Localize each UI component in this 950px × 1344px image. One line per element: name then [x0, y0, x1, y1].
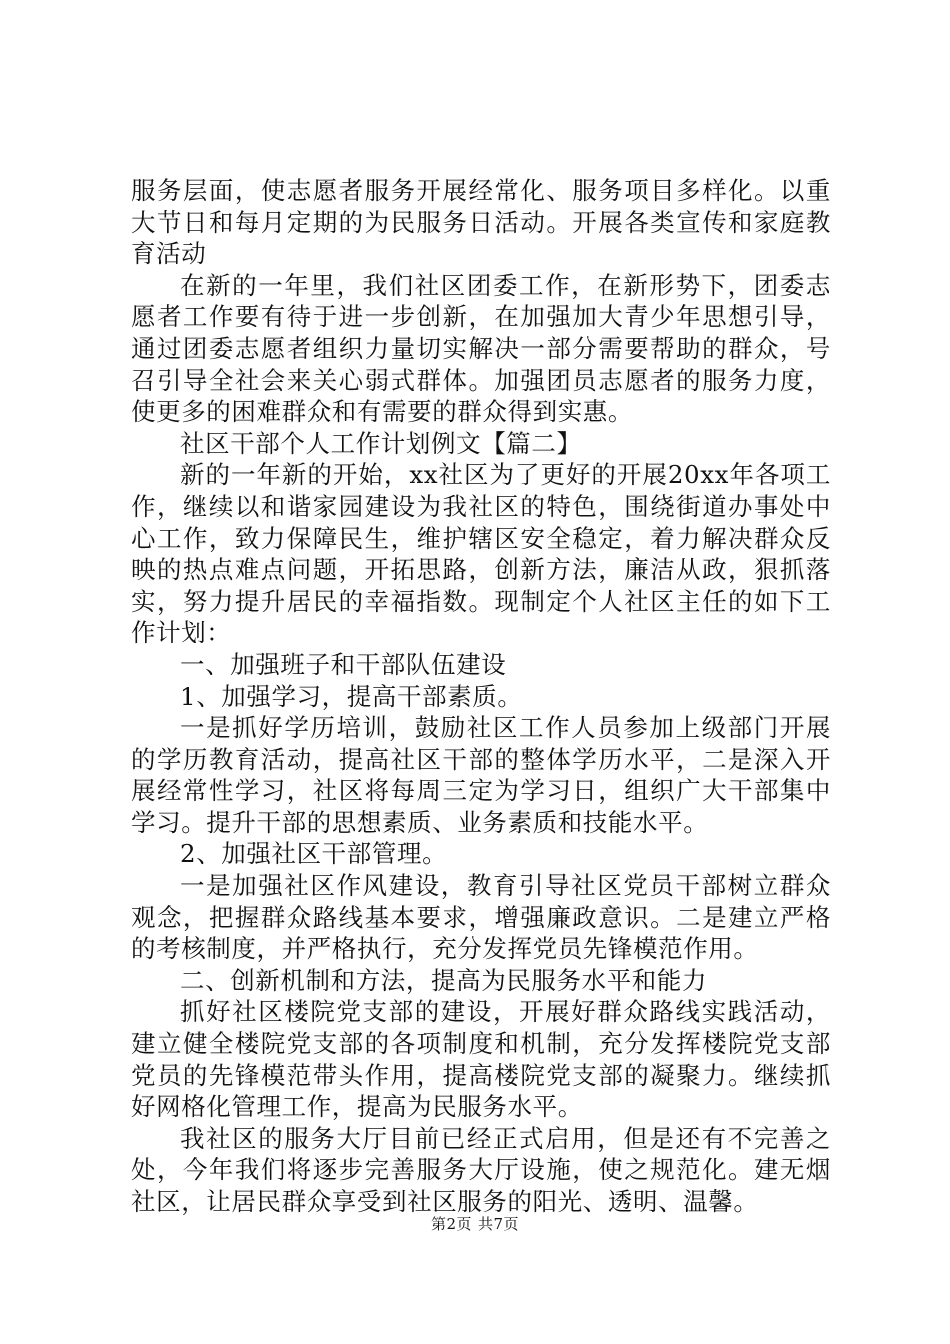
page-footer: [0, 1214, 950, 1234]
subheading-2: 2、加强社区干部管理。: [180, 839, 448, 869]
paragraph-intro: 新的一年新的开始，xx社区为了更好的开展20xx年各项工作，继续以和谐家园建设为我社区的特色，围绕街道办事处中心工作，致力保障民生，维护辖区安全稳定，着力解决群众反映的热点难点问题，开拓思路，创新方法，廉洁从政，狠抓落实，努力提升居民的幸福指数。现制定个人社区主任的如下工作计划：: [131, 460, 831, 648]
heading-part-two: 二、创新机制和方法，提高为民服务水平和能力: [180, 965, 708, 995]
section-title: 社区干部个人工作计划例文【篇二】: [180, 428, 582, 458]
paragraph-new-year-work: 在新的一年里，我们社区团委工作，在新形势下，团委志愿者工作要有待于进一步创新，在加强加大青少年思想引导，通过团委志愿者组织力量切实解决一部分需要帮助的群众，号召引导全社会来关心弱式群体。加强团员志愿者的服务力度，使更多的困难群众和有需要的群众得到实惠。: [131, 270, 831, 427]
document-body: [131, 175, 831, 1218]
paragraph-continued: 服务层面，使志愿者服务开展经常化、服务项目多样化。以重大节日和每月定期的为民服务日活动。开展各类宣传和家庭教育活动: [131, 176, 831, 269]
paragraph-management: 一是加强社区作风建设，教育引导社区党员干部树立群众观念，把握群众路线基本要求，增强廉政意识。二是建立严格的考核制度，并严格执行，充分发挥党员先锋模范作用。: [131, 871, 831, 964]
heading-part-one: 一、加强班子和干部队伍建设: [180, 649, 507, 679]
paragraph-service-hall: 我社区的服务大厅目前已经正式启用，但是还有不完善之处，今年我们将逐步完善服务大厅设施，使之规范化。建无烟社区，让居民群众享受到社区服务的阳光、透明、温馨。: [131, 1123, 831, 1216]
paragraph-study: 一是抓好学历培训，鼓励社区工作人员参加上级部门开展的学历教育活动，提高社区干部的整体学历水平，二是深入开展经常性学习，社区将每周三定为学习日，组织广大干部集中学习。提升干部的思想素质、业务素质和技能水平。: [131, 713, 831, 837]
subheading-1: 1、加强学习，提高干部素质。: [180, 681, 523, 711]
paragraph-party-branch: 抓好社区楼院党支部的建设，开展好群众路线实践活动，建立健全楼院党支部的各项制度和机制，充分发挥楼院党支部党员的先锋模范带头作用，提高楼院党支部的凝聚力。继续抓好网格化管理工作，提高为民服务水平。: [131, 997, 831, 1122]
page-total: 共7页: [478, 1215, 520, 1233]
page-number: 第2页: [430, 1215, 472, 1233]
